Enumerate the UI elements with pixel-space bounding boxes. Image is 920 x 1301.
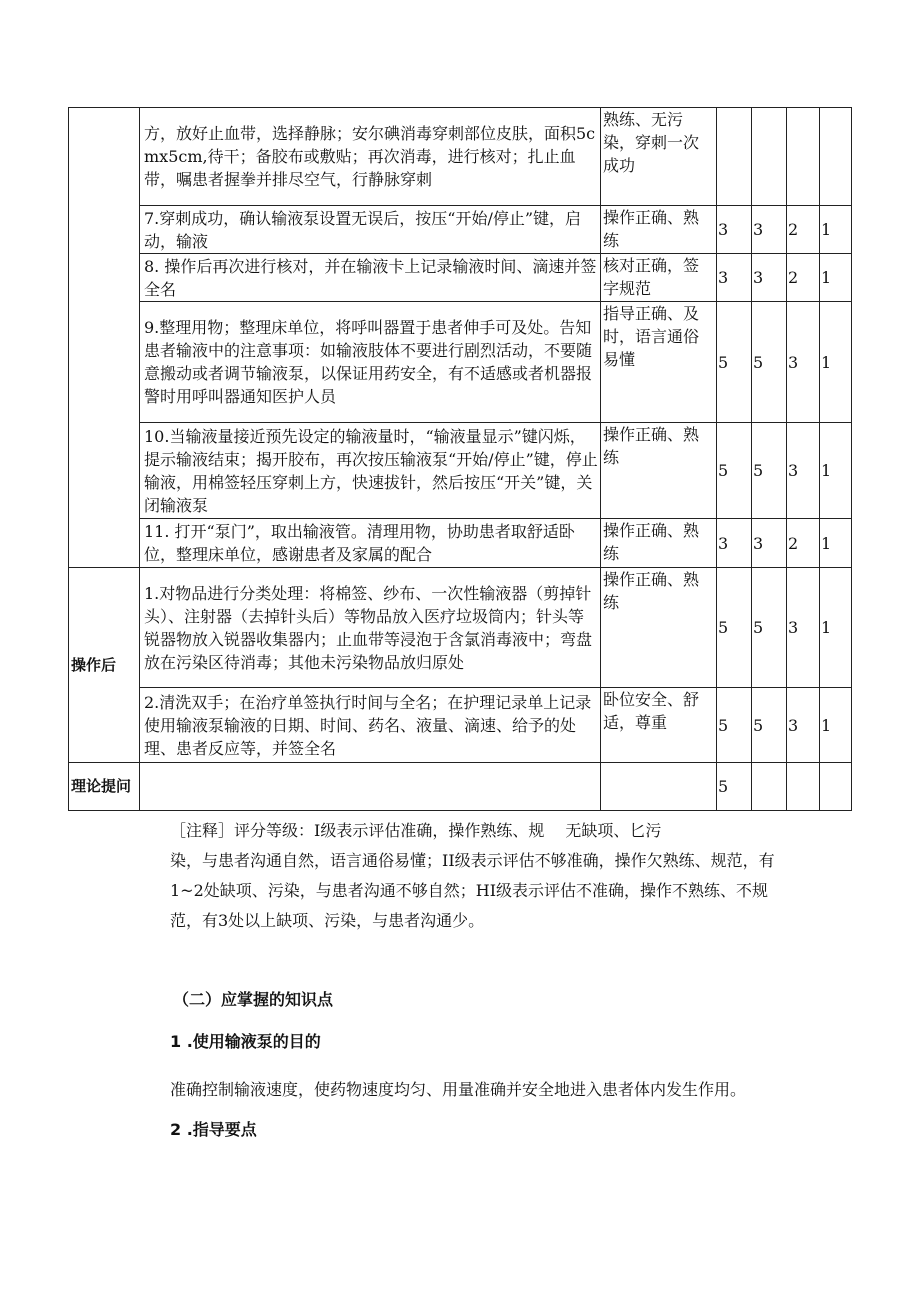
score-cell <box>820 108 852 206</box>
score-cell: 1 <box>820 568 852 688</box>
table-row <box>69 423 852 519</box>
score-cell: 1 <box>820 519 852 568</box>
score-cell <box>787 763 820 811</box>
score-cell <box>752 763 787 811</box>
step-cell: 8. 操作后再次进行核对，并在输液卡上记录输液时间、滴速并签全名 <box>140 254 601 302</box>
standard-cell: 操作正确、熟练 <box>601 519 717 568</box>
standard-cell: 核对正确，签字规范 <box>601 254 717 302</box>
score-cell: 5 <box>752 302 787 423</box>
standard-cell: 操作正确、熟练 <box>601 568 717 688</box>
standard-cell: 操作正确、熟练 <box>601 206 717 254</box>
score-cell: 5 <box>717 423 752 519</box>
note-body <box>170 846 850 936</box>
score-cell: 5 <box>717 302 752 423</box>
score-cell: 3 <box>717 254 752 302</box>
step-cell: 11. 打开“泵门”，取出输液管。清理用物，协助患者取舒适卧位，整理床单位，感谢患者及家属的配合 <box>140 519 601 568</box>
score-cell <box>717 108 752 206</box>
standard-cell: 指导正确、及时，语言通俗易懂 <box>601 302 717 423</box>
item2-heading: 2 .指导要点 <box>170 1120 257 1139</box>
score-cell <box>752 108 787 206</box>
section-cell: 理论提问 <box>69 763 140 811</box>
score-cell <box>787 108 820 206</box>
score-cell: 5 <box>717 568 752 688</box>
score-cell: 3 <box>787 302 820 423</box>
score-cell: 1 <box>820 254 852 302</box>
score-cell: 3 <box>752 519 787 568</box>
score-cell: 1 <box>820 302 852 423</box>
item1-paragraph: 准确控制输液速度，使药物速度均匀、用量准确并安全地进入患者体内发生作用。 <box>170 1080 747 1099</box>
grading-table <box>68 107 852 811</box>
score-cell: 3 <box>787 568 820 688</box>
section-cell <box>69 108 140 568</box>
standard-cell: 操作正确、熟练 <box>601 423 717 519</box>
standard-cell: 熟练、无污染，穿刺一次成功 <box>601 108 717 206</box>
score-cell: 1 <box>820 688 852 763</box>
score-cell: 5 <box>752 688 787 763</box>
step-cell: 10.当输液量接近预先设定的输液量时，“输液量显示”键闪烁，提示输液结束；揭开胶布，再次按压输液泵“开始/停止”键，停止输液，用棉签轻压穿刺上方，快速拔针，然后按压“开关”键，关闭输液泵 <box>140 423 601 519</box>
note-line: 范，有3处以上缺项、污染，与患者沟通少。 <box>170 911 485 930</box>
step-cell: 9.整理用物；整理床单位，将呼叫器置于患者伸手可及处。告知患者输液中的注意事项：如输液肢体不要进行剧烈活动，不要随意搬动或者调节输液泵，以保证用药安全，有不适感或者机器报警时用呼叫器通知医护人员 <box>140 302 601 423</box>
section-cell: 操作后 <box>69 568 140 763</box>
step-cell: 方，放好止血带，选择静脉；安尔碘消毒穿刺部位皮肤，面积5cmx5cm,待干；备胶布或敷贴；再次消毒，进行核对；扎止血带，嘱患者握拳并排尽空气，行静脉穿刺 <box>140 108 601 206</box>
score-cell: 5 <box>717 763 752 811</box>
score-cell: 2 <box>787 254 820 302</box>
score-cell: 5 <box>752 423 787 519</box>
standard-cell <box>601 763 717 811</box>
score-cell: 3 <box>787 688 820 763</box>
score-cell: 3 <box>717 206 752 254</box>
table-row <box>69 763 852 811</box>
step-cell <box>140 763 601 811</box>
table-row <box>69 108 852 206</box>
score-cell: 2 <box>787 206 820 254</box>
score-cell <box>820 763 852 811</box>
table-row <box>69 519 852 568</box>
score-cell: 3 <box>717 519 752 568</box>
score-cell: 5 <box>717 688 752 763</box>
table-row <box>69 568 852 688</box>
table-row <box>69 302 852 423</box>
note-line: 1~2处缺项、污染，与患者沟通不够自然；HI级表示评估不准确，操作不熟练、不规 <box>170 881 769 900</box>
score-cell: 1 <box>820 423 852 519</box>
table-row <box>69 206 852 254</box>
step-cell: 2.清洗双手；在治疗单签执行时间与全名；在护理记录单上记录使用输液泵输液的日期、时间、药名、液量、滴速、给予的处理、患者反应等，并签全名 <box>140 688 601 763</box>
item1-heading: 1 .使用输液泵的目的 <box>170 1032 321 1051</box>
step-cell: 7.穿刺成功，确认输液泵设置无误后，按压“开始/停止”键，启动，输液 <box>140 206 601 254</box>
score-cell: 5 <box>752 568 787 688</box>
score-cell: 2 <box>787 519 820 568</box>
section-heading: （二）应掌握的知识点 <box>173 990 334 1009</box>
score-cell: 3 <box>787 423 820 519</box>
note-line: 染，与患者沟通自然，语言通俗易懂；II级表示评估不够准确，操作欠熟练、规范，有 <box>170 851 775 870</box>
standard-cell: 卧位安全、舒适，尊重 <box>601 688 717 763</box>
score-cell: 3 <box>752 254 787 302</box>
step-cell: 1.对物品进行分类处理：将棉签、纱布、一次性输液器（剪掉针头）、注射器（去掉针头后）等物品放入医疗垃圾筒内；针头等锐器物放入锐器收集器内；止血带等浸泡于含氯消毒液中；弯盘放在污染区待消毒；其他未污染物品放归原处 <box>140 568 601 688</box>
note-first-line: ［注释］评分等级：I级表示评估准确，操作熟练、规 无缺项、匕污 <box>170 821 662 840</box>
table-row <box>69 254 852 302</box>
score-cell: 3 <box>752 206 787 254</box>
score-cell: 1 <box>820 206 852 254</box>
table-row <box>69 688 852 763</box>
